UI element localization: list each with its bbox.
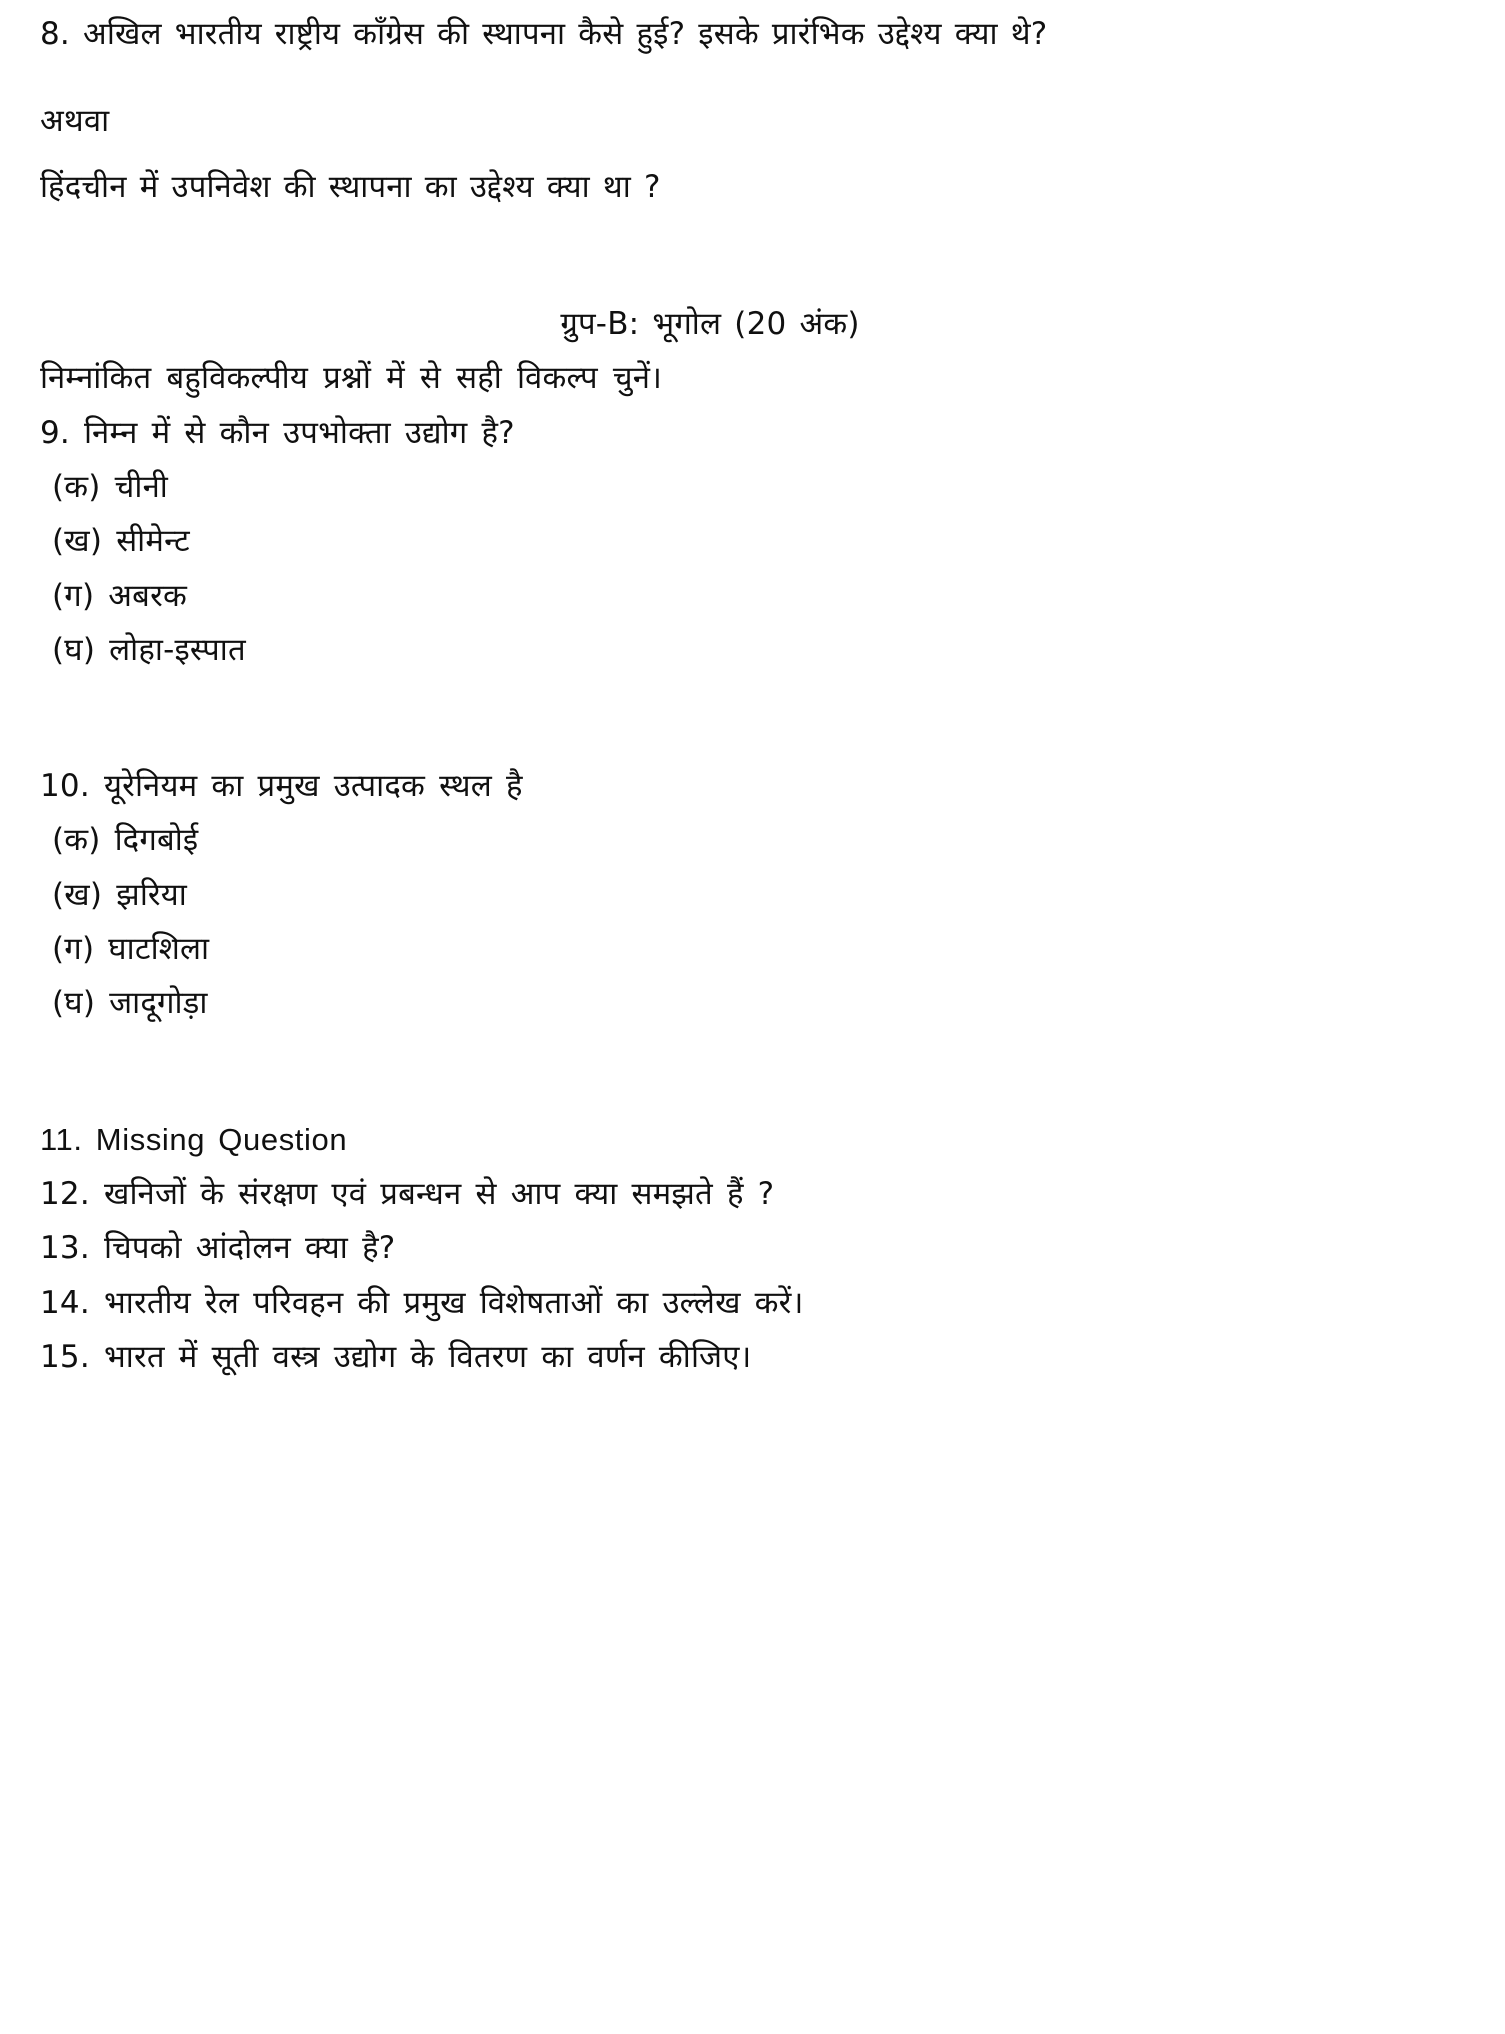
question-13: 13. चिपको आंदोलन क्या है?: [40, 1230, 396, 1267]
question-10-option-b[interactable]: (ख) झरिया: [52, 876, 187, 913]
question-9-option-d[interactable]: (घ) लोहा-इस्पात: [52, 631, 246, 668]
question-10: 10. यूरेनियम का प्रमुख उत्पादक स्थल है: [40, 768, 523, 805]
spacer-q14-q15: [40, 1323, 1465, 1337]
spacer-q10-options: [40, 806, 1465, 820]
spacer-q10-opt-2: [40, 915, 1465, 929]
spacer-before-q10: [40, 670, 1465, 766]
question-11: 11. Missing Question: [40, 1121, 348, 1157]
or-label: अथवा: [40, 102, 110, 139]
spacer-q9-options: [40, 453, 1465, 467]
mcq-instruction: निम्नांकित बहुविकल्पीय प्रश्नों में से सही विकल्प चुनें।: [40, 360, 663, 397]
spacer-q9-opt-2: [40, 562, 1465, 576]
spacer-q11-q12: [40, 1160, 1465, 1174]
spacer-after-or: [40, 141, 1465, 167]
group-b-heading: ग्रुप-B: भूगोल (20 अंक): [560, 306, 860, 343]
spacer-after-instruction: [40, 399, 1465, 413]
question-8: 8. अखिल भारतीय राष्ट्रीय कॉंग्रेस की स्थापना कैसे हुई? इसके प्रारंभिक उद्देश्य क्या थे?: [40, 16, 1048, 52]
page-content: [40, 0, 1465, 1377]
question-9-option-c[interactable]: (ग) अबरक: [52, 577, 187, 614]
spacer-q10-opt-1: [40, 861, 1465, 875]
spacer-before-short-questions: [40, 1024, 1465, 1120]
question-12: 12. खनिजों के संरक्षण एवं प्रबन्धन से आप क्या समझते हैं ?: [40, 1175, 775, 1212]
question-9: 9. निम्न में से कौन उपभोक्ता उद्योग है?: [40, 414, 515, 451]
question-10-option-d[interactable]: (घ) जादूगोड़ा: [52, 985, 208, 1022]
question-14: 14. भारतीय रेल परिवहन की प्रमुख विशेषताओं का उल्लेख करें।: [40, 1284, 804, 1321]
question-8-alternative: हिंदचीन में उपनिवेश की स्थापना का उद्देश्य क्या था ?: [40, 169, 661, 206]
top-spacer: [40, 0, 1465, 14]
question-9-option-a[interactable]: (क) चीनी: [52, 469, 168, 505]
spacer-q13-q14: [40, 1269, 1465, 1283]
spacer-q12-q13: [40, 1214, 1465, 1228]
question-10-option-c[interactable]: (ग) घाटशिला: [52, 931, 210, 968]
spacer-after-heading: [40, 344, 1465, 358]
spacer-q9-opt-3: [40, 616, 1465, 630]
question-10-option-a[interactable]: (क) दिगबोई: [52, 822, 199, 859]
spacer-q9-opt-1: [40, 507, 1465, 521]
spacer-before-group-b: [40, 208, 1465, 304]
spacer-q10-opt-3: [40, 969, 1465, 983]
question-9-option-b[interactable]: (ख) सीमेन्ट: [52, 523, 190, 560]
question-15: 15. भारत में सूती वस्त्र उद्योग के वितरण का वर्णन कीजिए।: [40, 1338, 752, 1375]
spacer-after-q8: [40, 55, 1465, 101]
